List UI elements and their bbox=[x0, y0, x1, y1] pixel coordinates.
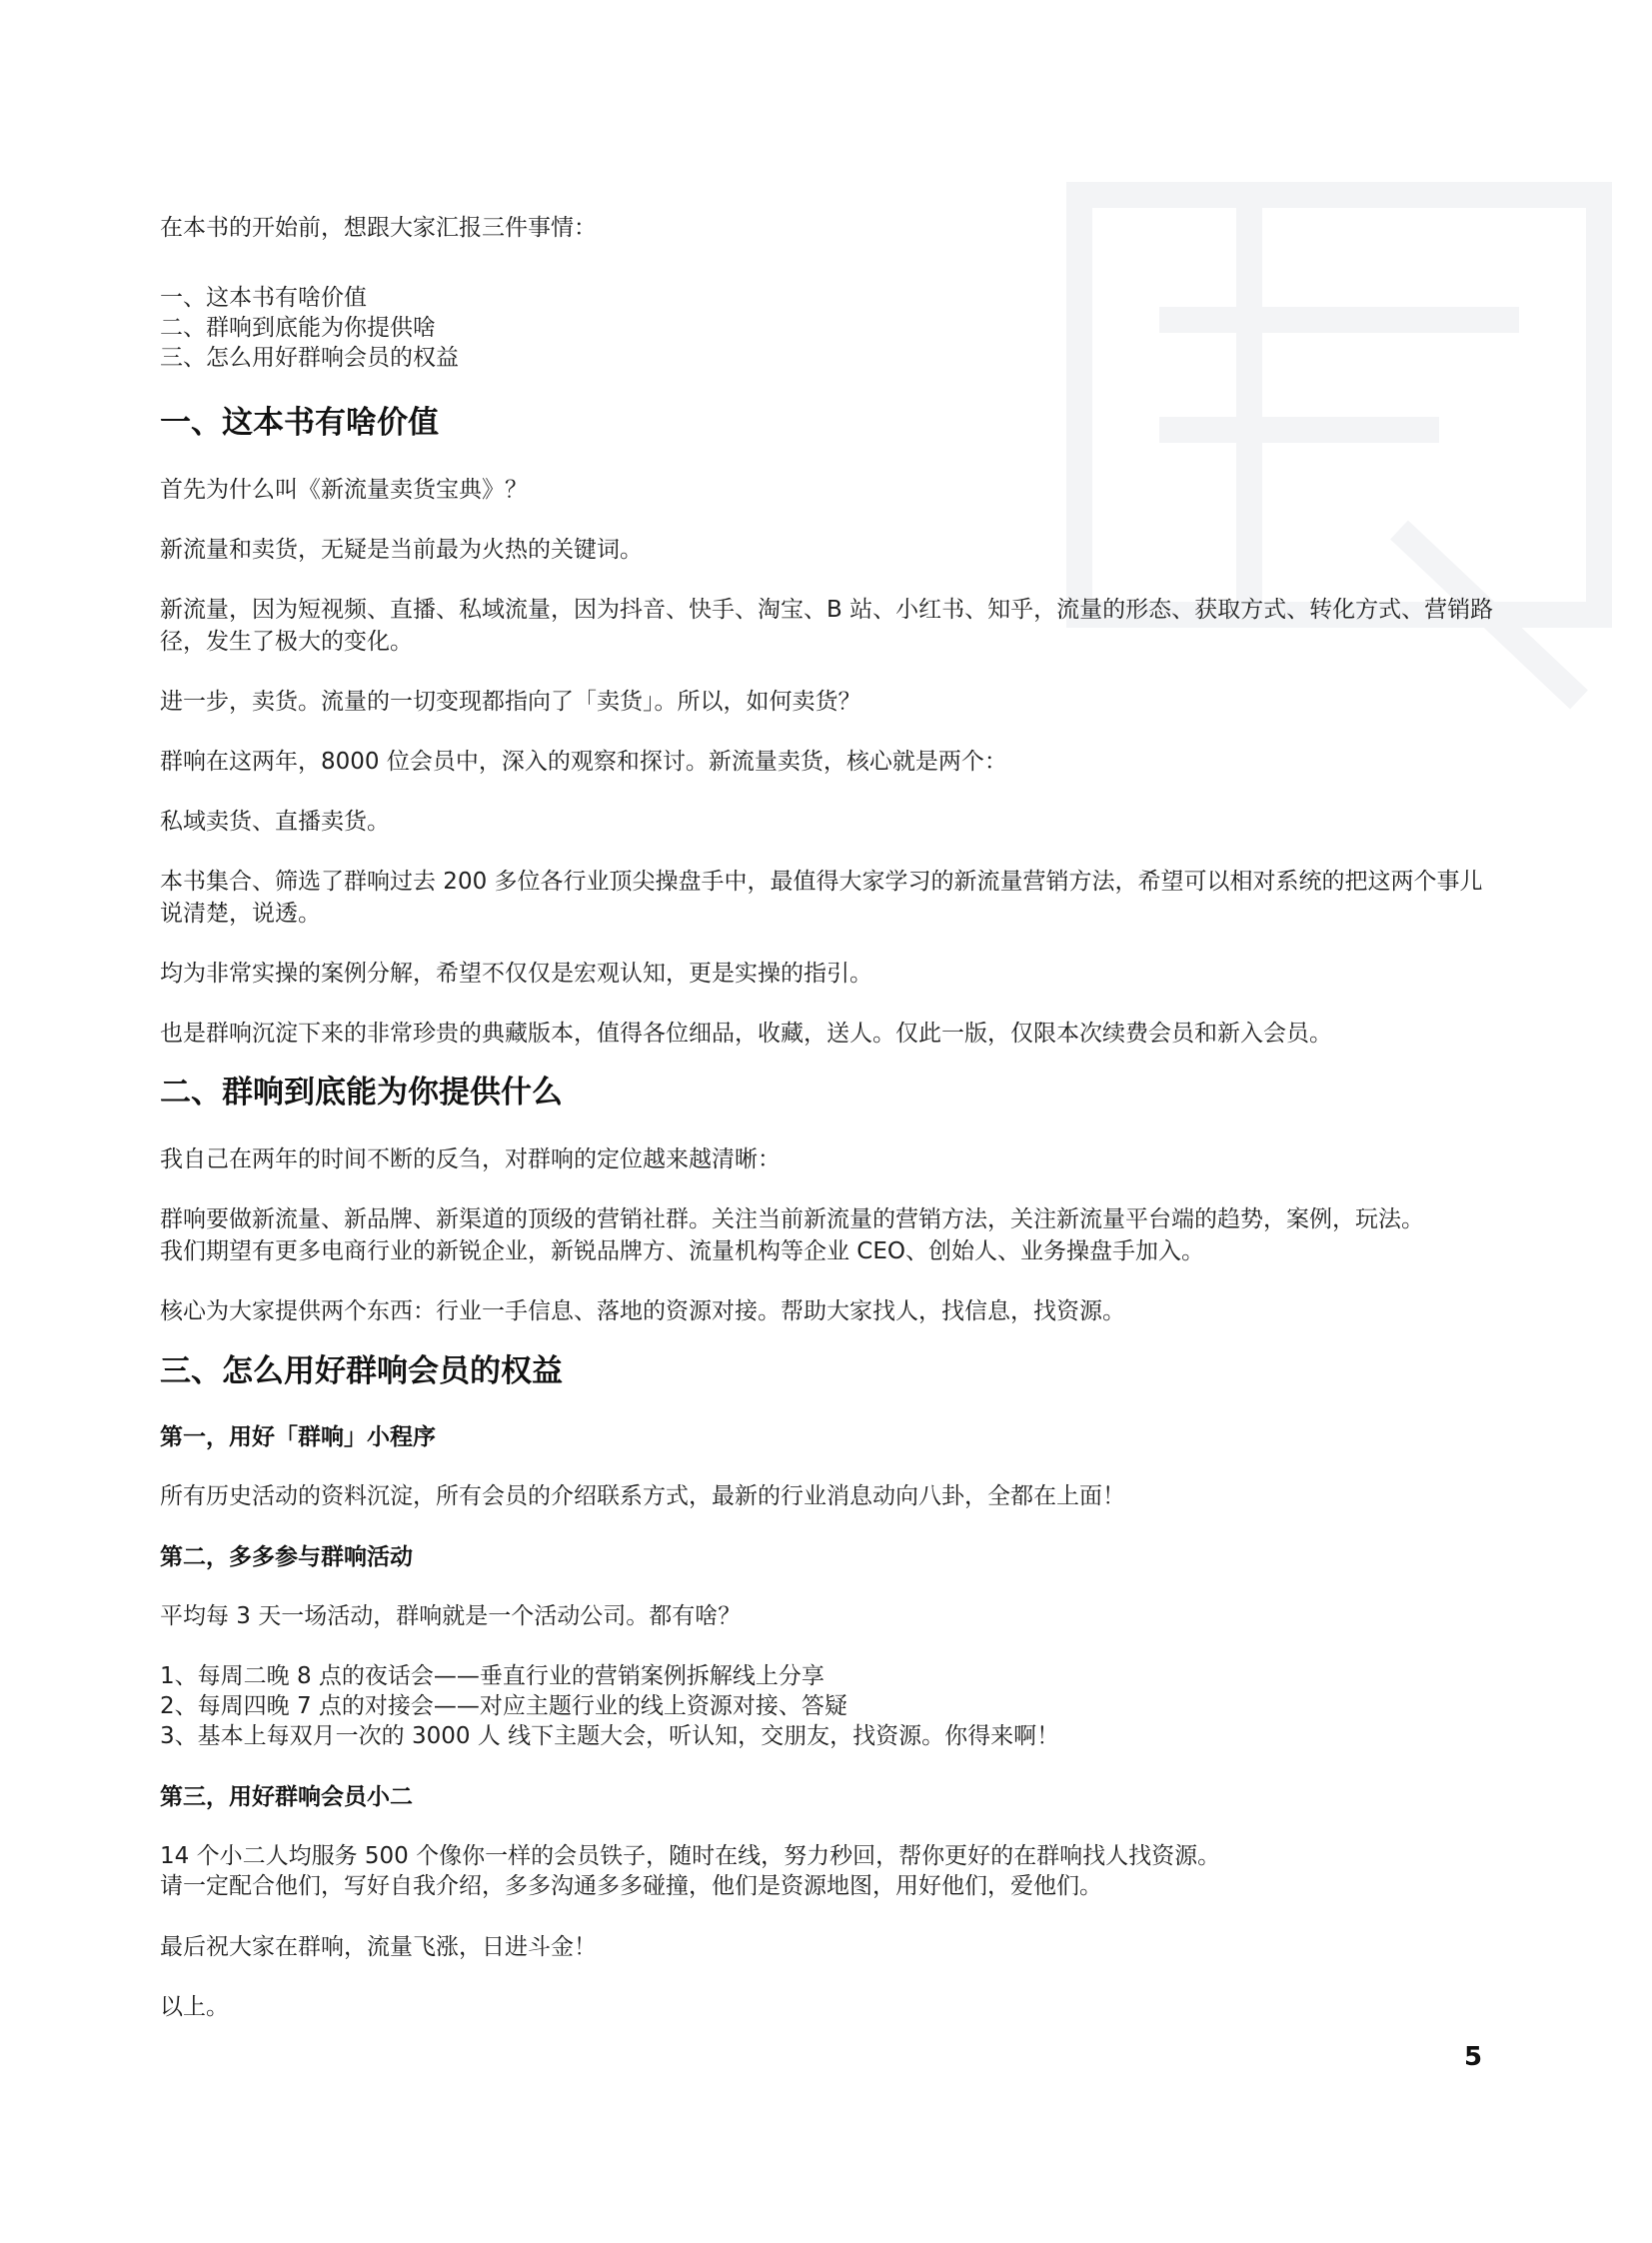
closing-end: 以上。 bbox=[160, 1994, 229, 2020]
intro-list bbox=[160, 283, 459, 373]
intro-list-item: 三、怎么用好群响会员的权益 bbox=[160, 345, 459, 371]
activity-list-item: 3、基本上每双月一次的 3000 人 线下主题大会，听认知，交朋友，找资源。你得来啊！ bbox=[160, 1723, 1060, 1749]
intro-list-item: 一、这本书有啥价值 bbox=[160, 285, 367, 311]
intro-lead bbox=[160, 212, 597, 244]
section-1-paragraph: 群响在这两年，8000 位会员中，深入的观察和探讨。新流量卖货，核心就是两个： bbox=[160, 749, 1007, 775]
section-1-paragraph: 本书集合、筛选了群响过去 200 多位各行业顶尖操盘手中，最值得大家学习的新流量营销方法，希望可以相对系统的把这两个事儿说清楚，说透。 bbox=[160, 869, 1483, 927]
closing-wish: 最后祝大家在群响，流量飞涨，日进斗金！ bbox=[160, 1934, 597, 1960]
section-2-heading: 二、群响到底能为你提供什么 bbox=[160, 1075, 563, 1111]
section-1-heading: 一、这本书有啥价值 bbox=[160, 405, 439, 441]
section-3-first-subheading: 第一，用好「群响」小程序 bbox=[160, 1424, 436, 1450]
section-3-third-subheading: 第三，用好群响会员小二 bbox=[160, 1784, 413, 1810]
section-3-third-line: 请一定配合他们，写好自我介绍，多多沟通多多碰撞，他们是资源地图，用好他们，爱他们。 bbox=[160, 1873, 1102, 1899]
section-1-paragraph: 均为非常实操的案例分解，希望不仅仅是宏观认知，更是实操的指引。 bbox=[160, 961, 872, 987]
section-1-paragraph: 进一步，卖货。流量的一切变现都指向了「卖货」。所以，如何卖货？ bbox=[160, 689, 861, 715]
section-2-paragraph: 核心为大家提供两个东西：行业一手信息、落地的资源对接。帮助大家找人，找信息，找资源。 bbox=[160, 1298, 1125, 1324]
intro-lead-text: 在本书的开始前，想跟大家汇报三件事情： bbox=[160, 215, 597, 241]
section-3-heading: 三、怎么用好群响会员的权益 bbox=[160, 1353, 563, 1389]
activity-list-item: 1、每周二晚 8 点的夜话会——垂直行业的营销案例拆解线上分享 bbox=[160, 1663, 825, 1689]
section-1-paragraph: 新流量，因为短视频、直播、私域流量，因为抖音、快手、淘宝、B 站、小红书、知乎，流量的形态、获取方式、转化方式、营销路径，发生了极大的变化。 bbox=[160, 597, 1494, 655]
section-2-paragraph: 我自己在两年的时间不断的反刍，对群响的定位越来越清晰： bbox=[160, 1146, 781, 1172]
section-3-third-line: 14 个小二人均服务 500 个像你一样的会员铁子，随时在线，努力秒回，帮你更好的在群响找人找资源。 bbox=[160, 1843, 1221, 1869]
background-watermark bbox=[1019, 100, 1652, 760]
page-number: 5 bbox=[1464, 2042, 1483, 2072]
section-2-paragraph: 群响要做新流量、新品牌、新渠道的顶级的营销社群。关注当前新流量的营销方法，关注新流量平台端的趋势，案例，玩法。 bbox=[160, 1206, 1424, 1232]
section-3-third-text bbox=[160, 1841, 1220, 1901]
activity-list bbox=[160, 1661, 1059, 1751]
activity-list-item: 2、每周四晚 7 点的对接会——对应主题行业的线上资源对接、答疑 bbox=[160, 1693, 847, 1719]
section-1-paragraph: 也是群响沉淀下来的非常珍贵的典藏版本，值得各位细品，收藏，送人。仅此一版，仅限本次续费会员和新入会员。 bbox=[160, 1021, 1332, 1047]
section-3-second-subheading: 第二，多多参与群响活动 bbox=[160, 1544, 413, 1570]
section-1-paragraph: 首先为什么叫《新流量卖货宝典》？ bbox=[160, 477, 528, 503]
section-1-paragraph: 新流量和卖货，无疑是当前最为火热的关键词。 bbox=[160, 537, 643, 563]
section-3-first-text: 所有历史活动的资料沉淀，所有会员的介绍联系方式，最新的行业消息动向八卦，全都在上面！ bbox=[160, 1483, 1125, 1509]
section-2-paragraph: 我们期望有更多电商行业的新锐企业，新锐品牌方、流量机构等企业 CEO、创始人、业务操盘手加入。 bbox=[160, 1238, 1205, 1264]
section-3-second-text: 平均每 3 天一场活动，群响就是一个活动公司。都有啥？ bbox=[160, 1603, 742, 1629]
intro-list-item: 二、群响到底能为你提供啥 bbox=[160, 315, 436, 341]
section-1-paragraph: 私域卖货、直播卖货。 bbox=[160, 809, 390, 835]
section-2-paragraph-block bbox=[160, 1203, 1504, 1267]
